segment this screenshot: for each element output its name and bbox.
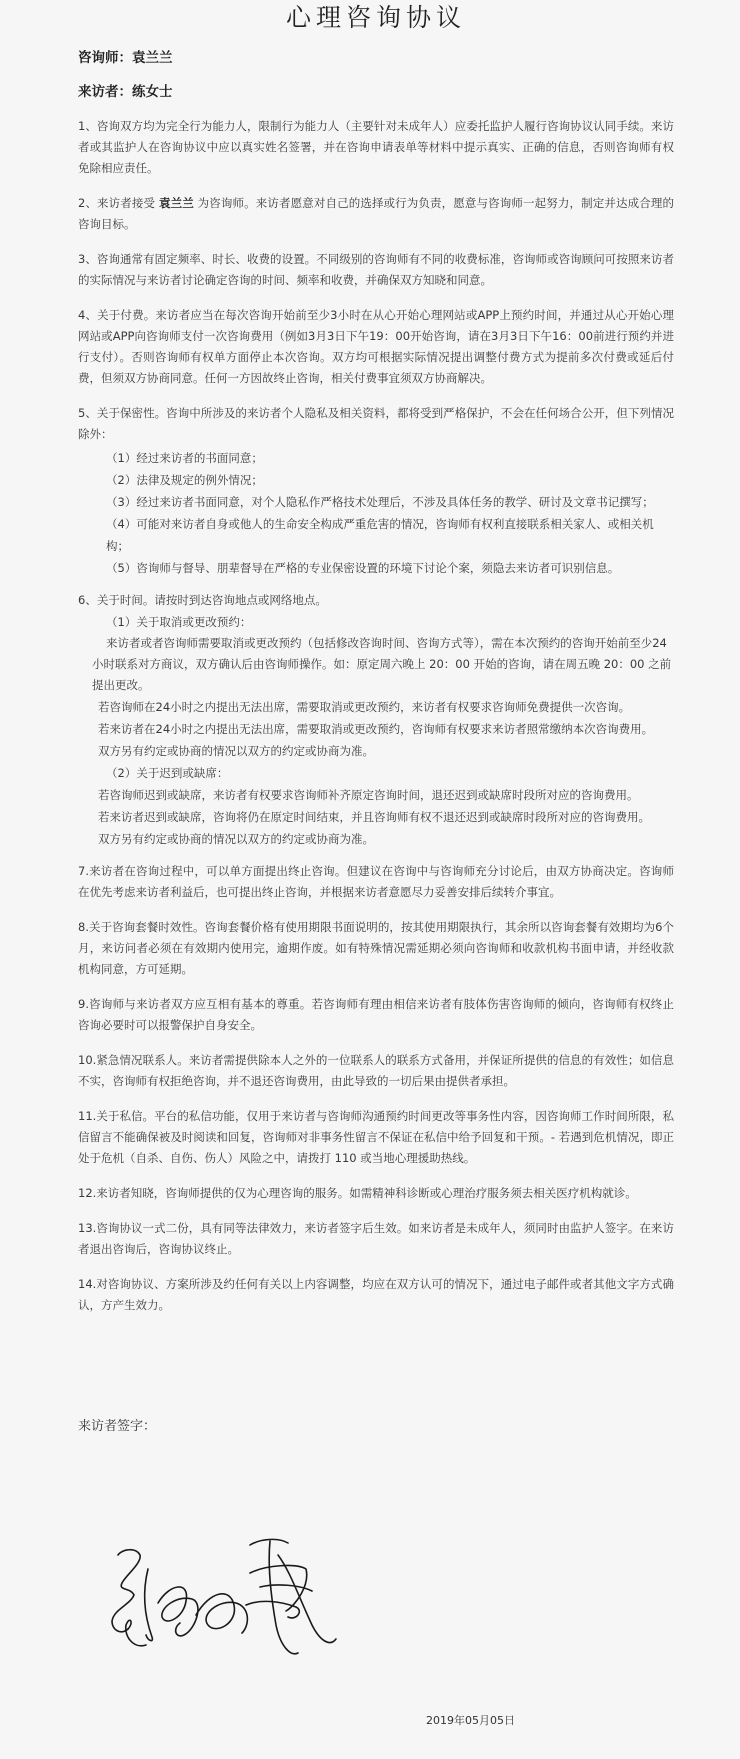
clause-6 <box>78 590 674 850</box>
counselor-line <box>78 49 674 67</box>
clause-1: 1、咨询双方均为完全行为能力人，限制行为能力人（主要针对未成年人）应委托监护人履行咨询协议认同手续。来访者或其监护人在咨询协议中应以真实姓名签署，并在咨询申请表单等材料中提示真实、正确的信息，否则咨询师有权免除相应责任。 <box>78 119 674 175</box>
clause-2-counselor-name: 袁兰兰 <box>158 196 194 210</box>
document-title: 心理咨询协议 <box>285 3 466 32</box>
clause-5-item: （5）咨询师与督导、朋辈督导在严格的专业保密设置的环境下讨论个案，须隐去来访者可识别信息。 <box>106 561 620 575</box>
clause-6-sub1-paragraph: 双方另有约定或协商的情况以双方的约定或协商为准。 <box>98 744 374 758</box>
clause-5-item: （1）经过来访者的书面同意； <box>106 451 263 465</box>
clause-13: 13.咨询协议一式二份，具有同等法律效力，来访者签字后生效。如来访者是未成年人，须同时由监护人签字。在来访者退出咨询后，咨询协议终止。 <box>78 1221 674 1256</box>
clause-6-intro: 6、关于时间。请按时到达咨询地点或网络地点。 <box>78 593 327 607</box>
clause-11: 11.关于私信。平台的私信功能，仅用于来访者与咨询师沟通预约时间更改等事务性内容，因咨询师工作时间所限，私信留言不能确保被及时阅读和回复，咨询师对非事务性留言不保证在私信中给予回复和干预。- 若遇到危机情况，即正处于危机（自杀、自伤、伤人）风险之中，请拨打 110 或当地心理援助热线。 <box>78 1109 674 1165</box>
clause-6-sub2-paragraph: 若咨询师迟到或缺席，来访者有权要求咨询师补齐原定咨询时间，退还迟到或缺席时段所对应的咨询费用。 <box>98 788 639 802</box>
clause-5-intro: 5、关于保密性。咨询中所涉及的来访者个人隐私及相关资料，都将受到严格保护，不会在任何场合公开，但下列情况除外： <box>78 406 674 441</box>
clause-6-sub2-title: （2）关于迟到或缺席： <box>106 766 229 780</box>
clause-6-sub1-paragraph: 来访者或者咨询师需要取消或更改预约（包括修改咨询时间、咨询方式等），需在本次预约的咨询开始前至少24小时联系对方商议，双方确认后由咨询师操作。如：原定周六晚上 20：00 开始的咨询，请在周五晚 20：00 之前提出更改。 <box>92 636 672 692</box>
clause-5-item: （3）经过来访者书面同意，对个人隐私作严格技术处理后，不涉及具体任务的教学、研讨及文章书记撰写； <box>106 495 654 509</box>
clause-3: 3、咨询通常有固定频率、时长、收费的设置。不同级别的咨询师有不同的收费标准，咨询师或咨询顾问可按照来访者的实际情况与来访者讨论确定咨询的时间、频率和收费，并确保双方知晓和同意。 <box>78 252 674 287</box>
client-line <box>78 83 674 101</box>
clause-5-item: （2）法律及规定的例外情况； <box>106 473 263 487</box>
clause-9: 9.咨询师与来访者双方应互相有基本的尊重。若咨询师有理由相信来访者有肢体伤害咨询师的倾向，咨询师有权终止咨询必要时可以报警保护自身安全。 <box>78 997 674 1032</box>
clause-6-sub2-paragraph: 若来访者迟到或缺席，咨询将仍在原定时间结束，并且咨询师有权不退还迟到或缺席时段所对应的咨询费用。 <box>98 810 650 824</box>
clause-7: 7.来访者在咨询过程中，可以单方面提出终止咨询。但建议在咨询中与咨询师充分讨论后，由双方协商决定。咨询师在优先考虑来访者利益后，也可提出终止咨询，并根据来访者意愿尽力妥善安排后续转介事宜。 <box>78 864 674 899</box>
clause-10: 10.紧急情况联系人。来访者需提供除本人之外的一位联系人的联系方式备用，并保证所提供的信息的有效性；如信息不实，咨询师有权拒绝咨询，并不退还咨询费用，由此导致的一切后果由提供者承担。 <box>78 1053 674 1088</box>
clause-12: 12.来访者知晓，咨询师提供的仅为心理咨询的服务。如需精神科诊断或心理治疗服务须去相关医疗机构就诊。 <box>78 1186 637 1200</box>
clause-6-sub1-paragraph: 若咨询师在24小时之内提出无法出席，需要取消或更改预约，来访者有权要求咨询师免费提供一次咨询。 <box>98 700 631 714</box>
clause-2 <box>78 193 674 235</box>
clause-2-prefix: 2、来访者接受 <box>78 196 159 210</box>
client-name: 练女士 <box>132 84 173 100</box>
clause-14: 14.对咨询协议、方案所涉及约任何有关以上内容调整，均应在双方认可的情况下，通过电子邮件或者其他文字方式确认，方产生效力。 <box>78 1277 674 1312</box>
clause-5-item: （4）可能对来访者自身或他人的生命安全构成严重危害的情况，咨询师有权利直接联系相关家人、或相关机构； <box>106 517 654 553</box>
counselor-name: 袁兰兰 <box>132 50 173 66</box>
clause-8: 8.关于咨询套餐时效性。咨询套餐价格有使用期限书面说明的，按其使用期限执行，其余所以咨询套餐有效期均为6个月，来访问者必须在有效期内使用完，逾期作废。如有特殊情况需延期必须向咨询师和收款机构书面申请，并经收款机构同意，方可延期。 <box>78 920 674 976</box>
clause-5 <box>78 403 674 579</box>
clause-6-sub2-paragraph: 双方另有约定或协商的情况以双方的约定或协商为准。 <box>98 832 374 846</box>
clauses <box>78 116 674 1316</box>
clause-6-sub1-paragraph: 若来访者在24小时之内提出无法出席，需要取消或更改预约，咨询师有权要求来访者照常缴纳本次咨询费用。 <box>98 722 654 736</box>
clause-4: 4、关于付费。来访者应当在每次咨询开始前至少3小时在从心开始心理网站或APP上预约时间，并通过从心开始心理网站或APP向咨询师支付一次咨询费用（例如3月3日下午19：00开始咨询，请在3月3日下午16：00前进行预约并进行支付）。否则咨询师有权单方面停止本次咨询。双方均可根据实际情况提出调整付费方式为提前多次付费或延后付费，但须双方协商同意。任何一方因故终止咨询，相关付费事宜须双方协商解决。 <box>78 308 674 385</box>
counselor-label: 咨询师： <box>78 50 132 66</box>
clause-2-suffix: 为咨询师。来访者愿意对自己的选择或行为负责，愿意与咨询师一起努力，制定并达成合理的咨询目标。 <box>78 196 674 231</box>
clause-6-sub1-title: （1）关于取消或更改预约： <box>106 615 252 629</box>
handwritten-signature <box>100 1525 340 1665</box>
client-label: 来访者： <box>78 84 132 100</box>
signature-date: 2019年05月05日 <box>426 1714 515 1727</box>
client-signature-label: 来访者签字： <box>78 1419 157 1434</box>
